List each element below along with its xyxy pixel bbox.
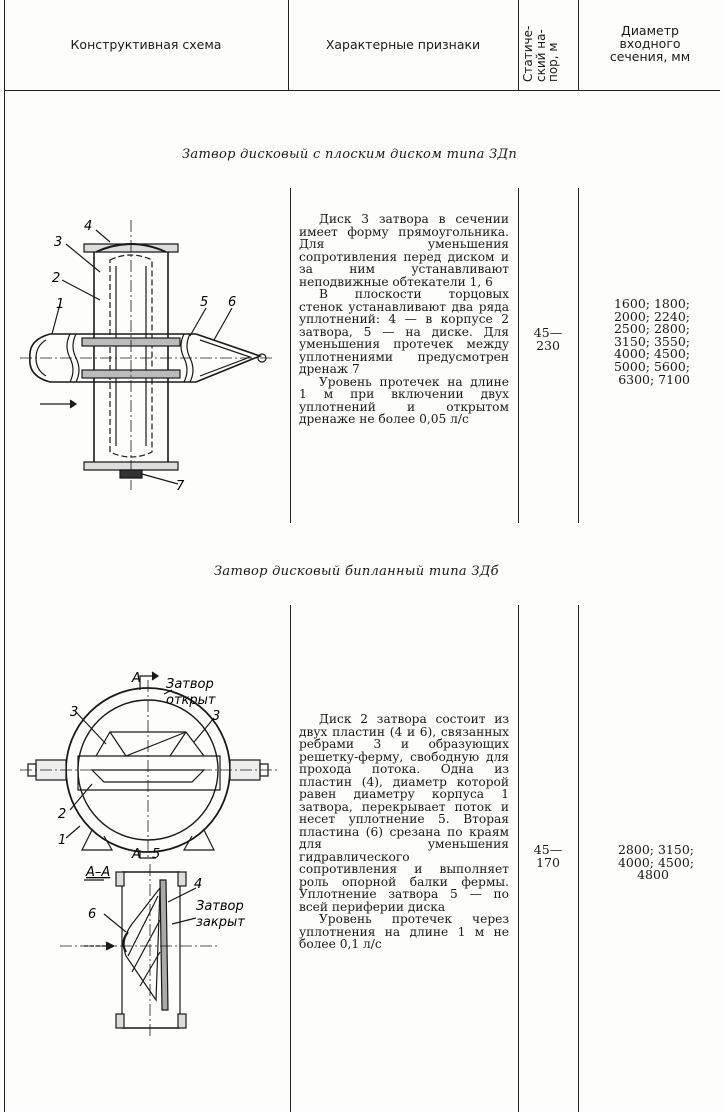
s2-label-section: A–A — [86, 865, 111, 880]
s1-label-6: 6 — [228, 295, 237, 310]
s2-label-2: 2 — [58, 807, 67, 822]
valve-zdb-section-diagram — [0, 860, 290, 1040]
section-2-head: 45— 170 — [533, 842, 563, 870]
s1-divider-2 — [518, 188, 519, 523]
section-1-title: Затвор дисковый с плоским диском типа ЗДп — [182, 147, 518, 162]
s2-feature-1: Диск 2 затвора состоит из двух пластин (4 и 6), связанных ребрами 3 и образующих решетку-ферму, свободную для прохода потока. Одна из пластин (4), диаметр которой равен диаметру корпуса 1 затвора, перекрывает поток и несет уплотнение 5. Вторая пластина (6) срезана по краям для уменьшения гидравлического сопротивления и выполняет роль опорной балки фермы. Уплотнение затвора 5 — по всей периферии диска — [299, 712, 509, 914]
s2-label-1: 1 — [58, 833, 67, 848]
s2-label-closed-2: закрыт — [196, 915, 245, 930]
column-divider-2 — [518, 0, 519, 90]
s2-label-4: 4 — [194, 877, 203, 892]
s1-feature-3: Уровень протечек на длине 1 м при включении двух уплотнений и открытом дренаже не более 0,05 л/с — [299, 374, 509, 426]
s2-divider-2 — [518, 605, 519, 1112]
s1-label-4: 4 — [84, 219, 93, 234]
s1-label-2: 2 — [52, 271, 61, 286]
s2-label-5: 5 — [152, 847, 161, 862]
s2-label-3-right: 3 — [212, 709, 221, 724]
s1-label-7: 7 — [176, 479, 185, 494]
valve-zdp-diagram — [0, 200, 290, 500]
s2-label-open-2: открыт — [166, 693, 216, 708]
section-1-features — [299, 213, 509, 426]
s1-label-5: 5 — [200, 295, 209, 310]
header-col-diameter: Диаметр входного сечения, мм — [609, 23, 691, 65]
section-1-diameters: 1600; 1800; 2000; 2240; 2500; 2800; 3150; 3550; 4000; 4500; 5000; 5600; 6300; 7100 — [613, 296, 690, 387]
section-2-diameters: 2800; 3150; 4000; 4500; 4800 — [582, 844, 694, 882]
s2-label-open-1: Затвор — [166, 677, 214, 692]
s2-label-closed-1: Затвор — [196, 899, 244, 914]
s1-label-1: 1 — [56, 297, 65, 312]
header-col-scheme: Конструктивная схема — [70, 37, 222, 52]
s2-label-a-bottom: A — [132, 847, 141, 862]
section-2-features — [299, 713, 509, 951]
valve-zdb-plan-diagram — [0, 660, 290, 860]
s2-label-a-top: A — [132, 671, 141, 686]
s1-divider-3 — [578, 188, 579, 523]
column-divider-1 — [288, 0, 289, 90]
s2-label-3-left: 3 — [70, 705, 79, 720]
header-bottom-rule — [4, 90, 720, 91]
s2-label-6: 6 — [88, 907, 97, 922]
header-col-features: Характерные признаки — [325, 37, 481, 52]
s2-diam-last: 4800 — [637, 867, 669, 883]
s1-feature-1: Диск 3 затвора в сечении имеет форму прямоугольника. Для уменьшения сопротивления перед диском и за ним устанавливают неподвижные обтекатели 1, 6 — [299, 212, 509, 289]
s2-divider-1 — [290, 605, 291, 1112]
column-divider-3 — [578, 0, 579, 90]
section-2-title: Затвор дисковый бипланный типа ЗДб — [214, 564, 499, 579]
s2-divider-3 — [578, 605, 579, 1112]
s1-divider-1 — [290, 188, 291, 523]
s2-feature-2: Уровень протечек через уплотнения на длине 1 м не более 0,1 л/с — [299, 912, 509, 951]
header-col-head: Статиче- ский на- пор, м — [521, 25, 561, 82]
s1-feature-2: В плоскости торцовых стенок устанавливают два ряда уплотнений: 4 — в корпусе 2 затвора, 5 — на диске. Для уменьшения протечек между уплотнениями предусмотрен дренаж 7 — [299, 287, 509, 376]
section-1-head: 45— 230 — [533, 325, 563, 353]
s1-label-3: 3 — [54, 235, 63, 250]
